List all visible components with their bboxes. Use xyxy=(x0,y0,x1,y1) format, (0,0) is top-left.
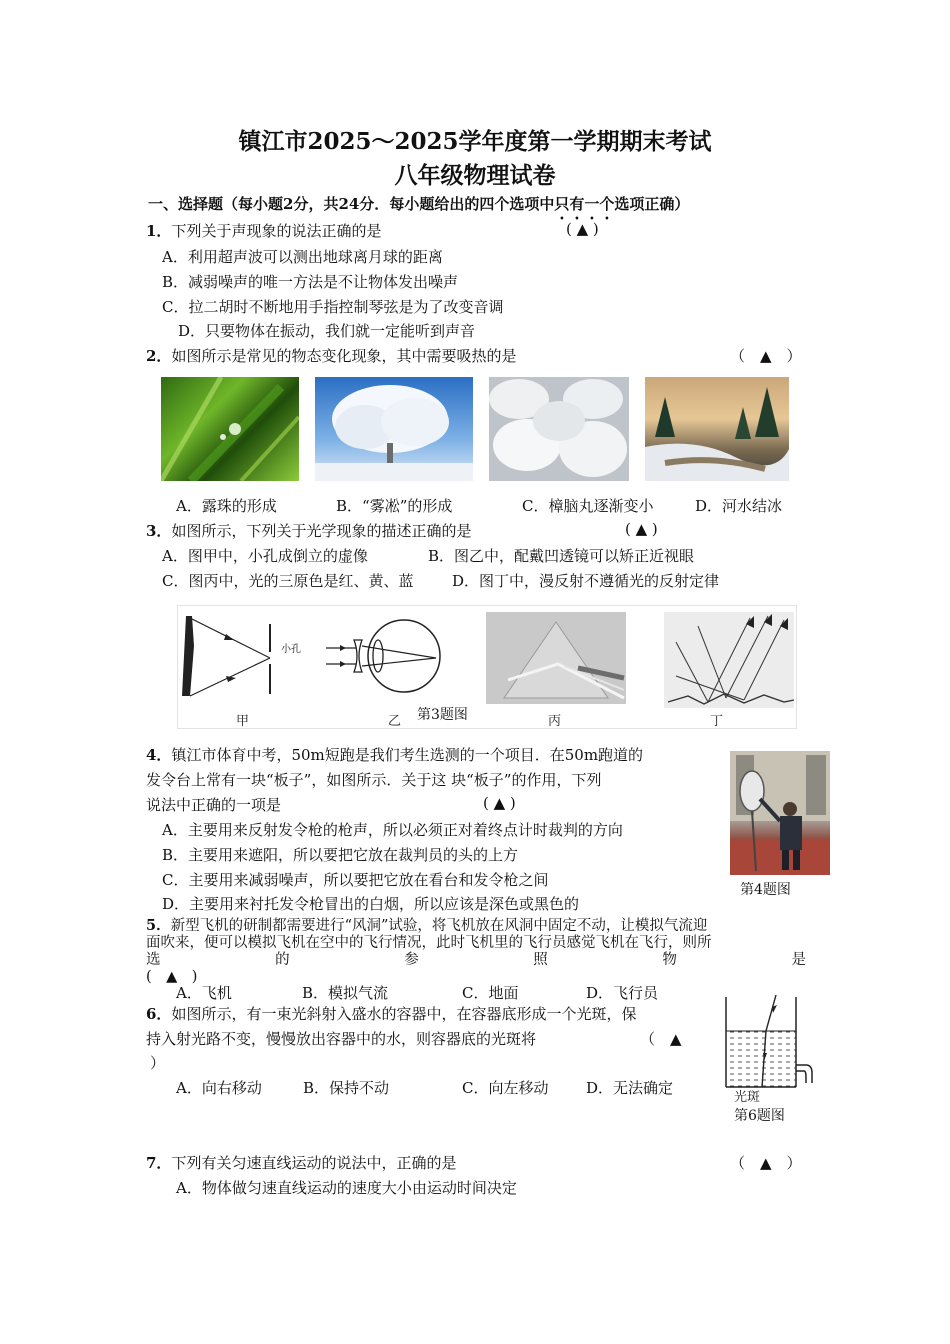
q3-answer-slot: ( ▲ ) xyxy=(625,520,658,538)
q5-stem-line2: 面吹来，便可以模拟飞机在空中的飞行情况，此时飞机里的飞行员感觉飞机在飞行，则所 xyxy=(146,935,712,951)
q6-stem-line2: 持入射光路不变，慢慢放出容器中的水，则容器底的光斑将 xyxy=(146,1030,537,1048)
light-spot-label: 光斑 xyxy=(734,1090,761,1103)
q2-option-b: B．“雾凇”的形成 xyxy=(336,497,453,515)
q5-option-d: D．飞行员 xyxy=(586,984,659,1002)
exam-subtitle: 八年级物理试卷 xyxy=(394,162,556,189)
section-header-emphasis: 只有一个 xyxy=(554,195,615,213)
q6-figure-caption: 第6题图 xyxy=(734,1108,785,1124)
q1-option-b: B．减弱噪声的唯一方法是不让物体发出噪声 xyxy=(162,273,459,291)
q3-figure xyxy=(177,605,797,729)
question-number: 7． xyxy=(146,1154,172,1172)
q6-option-b: B．保持不动 xyxy=(303,1079,390,1097)
question-number: 6． xyxy=(146,1005,172,1023)
label-yi: 乙 xyxy=(388,714,402,728)
q4-option-d: D．主要用来衬托发令枪冒出的白烟，所以应该是深色或黑色的 xyxy=(162,895,580,913)
starting-board-photo xyxy=(730,751,830,875)
dew-grass-photo xyxy=(161,377,299,481)
q4-stem-line3: 说法中正确的一项是 xyxy=(146,796,282,814)
q1-option-a: A．利用超声波可以测出地球离月球的距离 xyxy=(162,248,443,266)
q7-answer-slot: （ ▲ ） xyxy=(730,1154,802,1172)
section-header-tail: 选项正确） xyxy=(614,195,690,213)
pinhole-label: 小孔 xyxy=(281,644,301,655)
q6-answer-close: ） xyxy=(150,1054,166,1072)
q5-option-b: B．模拟气流 xyxy=(302,984,389,1002)
label-bing: 丙 xyxy=(548,714,562,728)
section-header xyxy=(148,193,689,223)
eye-lens-diagram xyxy=(326,620,440,692)
question-number: 2． xyxy=(146,347,172,365)
q6-option-d: D．无法确定 xyxy=(586,1079,674,1097)
q2-stem: 2．如图所示是常见的物态变化现象，其中需要吸热的是 xyxy=(146,347,517,365)
q1-option-d: D．只要物体在振动，我们就一定能听到声音 xyxy=(178,322,476,340)
frozen-river-photo xyxy=(645,377,789,481)
q4-option-c: C．主要用来减弱噪声，所以要把它放在看台和发令枪之间 xyxy=(162,871,549,889)
pinhole-diagram xyxy=(182,616,271,696)
q3-option-c: C．图丙中，光的三原色是红、黄、蓝 xyxy=(162,572,414,590)
q5-option-c: C．地面 xyxy=(462,984,519,1002)
q1-stem: 1．下列关于声现象的说法正确的是 xyxy=(146,222,382,240)
q3-option-d: D．图丁中，漫反射不遵循光的反射定律 xyxy=(452,572,720,590)
q2-answer-slot: （ ▲ ） xyxy=(730,347,802,365)
q2-option-a: A．露珠的形成 xyxy=(176,497,277,515)
question-number: 1． xyxy=(146,222,172,240)
q5-option-a: A．飞机 xyxy=(176,984,232,1002)
q4-option-a: A．主要用来反射发令枪的枪声，所以必须正对着终点计时裁判的方向 xyxy=(162,821,623,839)
diffuse-reflection-diagram xyxy=(664,612,794,708)
q1-option-c: C．拉二胡时不断地用手指控制琴弦是为了改变音调 xyxy=(162,298,504,316)
q5-stem-line3: 选 的 参 照 物 是 xyxy=(146,952,806,968)
q5-answer-slot: ( ▲ ) xyxy=(146,969,198,985)
q3-option-a: A．图甲中，小孔成倒立的虚像 xyxy=(162,547,368,565)
q6-answer-slot: （ ▲ xyxy=(640,1030,682,1048)
q5-stem-line1: 5．新型飞机的研制都需要进行“风洞”试验，将飞机放在风洞中固定不动，让模拟气流迎 xyxy=(146,917,708,934)
q6-container-figure xyxy=(722,993,822,1103)
q6-option-a: A．向右移动 xyxy=(176,1079,262,1097)
question-number: 3． xyxy=(146,522,172,540)
label-ding: 丁 xyxy=(710,714,724,728)
q4-option-b: B．主要用来遮阳，所以要把它放在裁判员的头的上方 xyxy=(162,846,519,864)
q4-figure-caption: 第4题图 xyxy=(740,882,791,898)
q3-option-b: B．图乙中，配戴凹透镜可以矫正近视眼 xyxy=(428,547,695,565)
q4-stem-line1: 4．镇江市体育中考，50m短跑是我们考生选测的一个项目．在50m跑道的 xyxy=(146,746,644,764)
q2-option-c: C．樟脑丸逐渐变小 xyxy=(522,497,654,515)
rime-tree-photo xyxy=(315,377,473,481)
prism-photo xyxy=(486,612,626,704)
q6-option-c: C．向左移动 xyxy=(462,1079,549,1097)
question-number: 4． xyxy=(146,746,172,764)
q1-answer-slot: ( ▲ ) xyxy=(566,220,599,238)
section-header-text: 一、选择题（每小题2分，共24分．每小题给出的四个选项中 xyxy=(148,195,555,213)
q7-option-a: A．物体做匀速直线运动的速度大小由运动时间决定 xyxy=(176,1179,517,1197)
q3-figure-caption: 第3题图 xyxy=(417,707,468,723)
question-number: 5． xyxy=(146,917,171,934)
q4-answer-slot: ( ▲ ) xyxy=(483,794,516,812)
q2-option-d: D．河水结冰 xyxy=(695,497,783,515)
q3-stem: 3．如图所示，下列关于光学现象的描述正确的是 xyxy=(146,522,472,540)
camphor-balls-photo xyxy=(489,377,629,481)
q7-stem: 7．下列有关匀速直线运动的说法中，正确的是 xyxy=(146,1154,457,1172)
label-jia: 甲 xyxy=(236,714,250,728)
q6-stem-line1: 6．如图所示，有一束光斜射入盛水的容器中，在容器底形成一个光斑，保 xyxy=(146,1005,637,1023)
q4-stem-line2: 发令台上常有一块“板子”，如图所示．关于这 块“板子”的作用，下列 xyxy=(146,771,602,789)
exam-title: 镇江市2025～2025学年度第一学期期末考试 xyxy=(238,128,712,155)
